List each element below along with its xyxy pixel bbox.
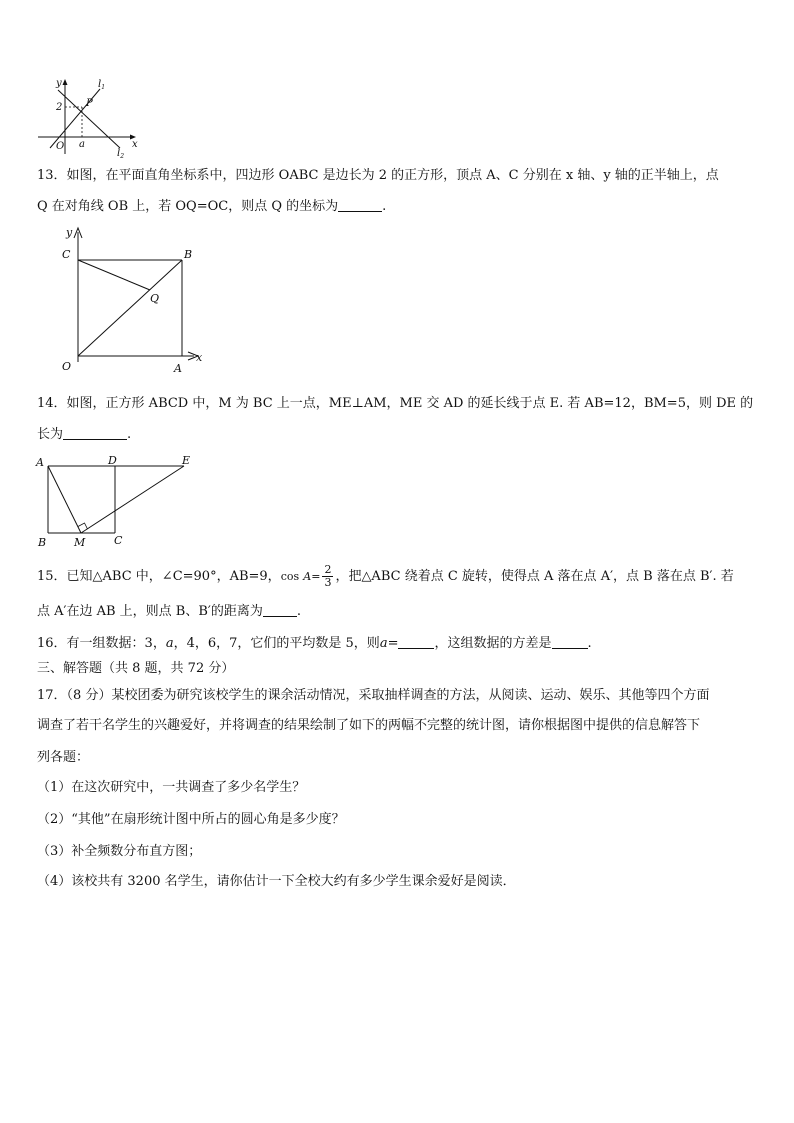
- square-abcd-figure: [34, 452, 204, 552]
- label-y: y: [66, 226, 73, 239]
- label-a: A: [174, 362, 182, 375]
- q13-line2-pre: Q 在对角线 OB 上，若 OQ=OC，则点 Q 的坐标为: [37, 199, 339, 214]
- line-intersection-figure: [36, 76, 144, 160]
- q15-fraction: [322, 564, 333, 589]
- q15-frac-num: 2: [324, 563, 332, 576]
- label-p: P: [86, 98, 93, 109]
- q16-answer-blank-2[interactable]: [552, 634, 588, 649]
- square-oabc-figure: [56, 222, 206, 374]
- q13-text-line1: 13．如图，在平面直角坐标系中，四边形 OABC 是边长为 2 的正方形，顶点 A、C 分别在 x 轴、y 轴的正半轴上，点: [37, 168, 719, 183]
- q15-line1-pre: 15．已知△ABC 中，∠C=90°，AB=9，: [37, 569, 281, 584]
- label-q: Q: [150, 292, 160, 305]
- q16-var2: a: [379, 636, 388, 651]
- q15-line1-post: ，把△ABC 绕着点 C 旋转，使得点 A 落在点 A′，点 B 落在点 B′. 若: [335, 569, 734, 584]
- q16-var1: a: [165, 636, 174, 651]
- q16-mid2: ，这组数据的方差是: [434, 636, 552, 651]
- y-axis-arrow: [63, 79, 68, 85]
- q15-eq: =: [311, 570, 321, 583]
- q17-text-line1: 17．（8 分）某校团委为研究该校学生的课余活动情况，采取抽样调查的方法，从阅读、运动、娱乐、其他等四个方面: [37, 688, 710, 703]
- q15-frac-den: 3: [324, 576, 332, 589]
- q14-text-line2: [37, 425, 131, 445]
- q16-mid: ，4，6，7，它们的平均数是 5，则: [173, 636, 380, 651]
- segment-am: [48, 466, 81, 533]
- q15-line2-post: .: [296, 604, 302, 619]
- q15-cos: cos: [280, 570, 300, 583]
- q16-pre: 16．有一组数据：3，: [37, 636, 166, 651]
- label-x: x: [196, 351, 203, 364]
- q14-line2-pre: 长为: [37, 427, 64, 442]
- q16-eq: =: [387, 636, 399, 651]
- q14-line2-post: .: [127, 427, 132, 442]
- label-l1: $l_1$: [98, 79, 106, 91]
- q15-text-line1: [37, 564, 734, 589]
- q14-answer-blank[interactable]: [63, 425, 127, 440]
- label-c: C: [114, 534, 123, 547]
- label-c: C: [62, 248, 71, 261]
- q17-sub-4: （4）该校共有 3200 名学生，请你估计一下全校大约有多少学生课余爱好是阅读．: [37, 874, 516, 889]
- q17-sub-3: （3）补全频数分布直方图；: [37, 844, 202, 859]
- q15-line2-pre: 点 A′在边 AB 上，则点 B、B′的距离为: [37, 604, 263, 619]
- label-a: a: [79, 139, 85, 150]
- label-b: B: [184, 248, 193, 261]
- q17-sub-2: （2）“其他”在扇形统计图中所占的圆心角是多少度？: [37, 812, 345, 827]
- label-d: D: [108, 454, 117, 467]
- q14-text-line1: 14．如图，正方形 ABCD 中，M 为 BC 上一点，ME⊥AM，ME 交 AD 的延长线于点 E. 若 AB=12，BM=5，则 DE 的: [37, 396, 754, 411]
- label-l2: $l_2$: [117, 148, 125, 160]
- segment-me: [81, 466, 184, 533]
- q13-line2-post: .: [382, 199, 387, 214]
- q15-answer-blank[interactable]: [263, 602, 297, 617]
- label-b: B: [38, 536, 47, 549]
- label-a: A: [36, 456, 44, 469]
- q13-answer-blank[interactable]: [338, 197, 382, 212]
- label-o: O: [62, 360, 72, 373]
- q13-text-line2: [37, 197, 386, 217]
- section-3-heading: 三、解答题（共 8 题，共 72 分）: [37, 661, 235, 676]
- diagonal-ob: [78, 260, 182, 356]
- label-x: x: [132, 139, 138, 150]
- q16-text: [37, 634, 592, 654]
- q16-post: .: [587, 636, 592, 651]
- q16-answer-blank-1[interactable]: [398, 634, 434, 649]
- label-y: y: [56, 78, 62, 89]
- segment-cq: [78, 260, 150, 290]
- right-angle-mark: [78, 523, 88, 529]
- label-o: O: [56, 141, 65, 152]
- label-e: E: [182, 454, 191, 467]
- q17-text-line2: 调查了若干名学生的兴趣爱好，并将调查的结果绘制了如下的两幅不完整的统计图，请你根据图中提供的信息解答下: [37, 718, 701, 733]
- label-m: M: [74, 536, 86, 549]
- q17-sub-1: （1）在这次研究中，一共调查了多少名学生？: [37, 780, 306, 795]
- q15-cos-var: A: [303, 570, 312, 583]
- q15-text-line2: [37, 602, 301, 622]
- label-two: 2: [56, 102, 63, 113]
- q17-text-line3: 列各题：: [37, 750, 90, 765]
